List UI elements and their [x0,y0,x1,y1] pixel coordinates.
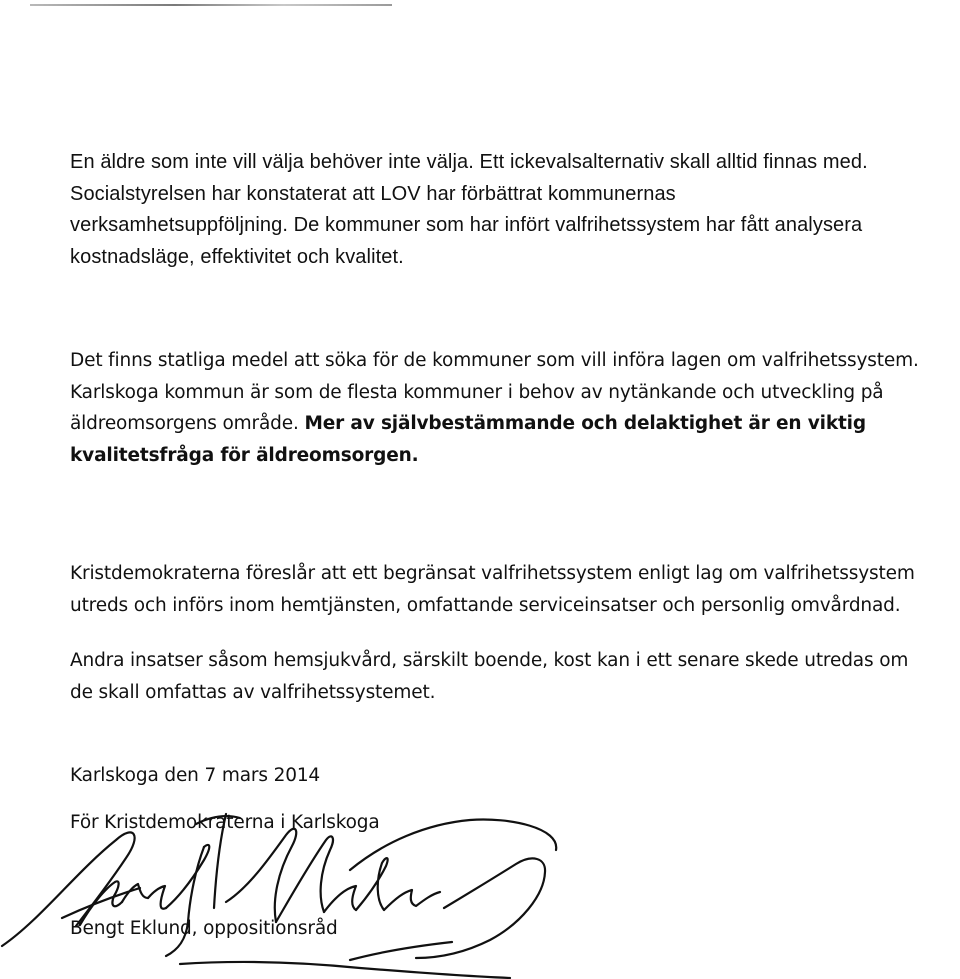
text-line: Socialstyrelsen har konstaterat att LOV har förbättrat kommunernas [70,182,676,205]
text-line: kostnadsläge, effektivitet och kvalitet. [70,245,404,268]
signatory-text: Bengt Eklund, oppositionsråd [70,918,338,939]
sender-line [70,807,950,839]
text-line: utreds och införs inom hemtjänsten, omfattande serviceinsatser och personlig omvårdnad. [70,594,901,616]
paragraph-other-services [70,645,950,708]
paragraph-proposal [70,558,950,621]
sender-text: För Kristdemokraterna i Karlskoga [70,812,380,833]
text-normal: äldreomsorgens område. [70,413,299,435]
date-text: Karlskoga den 7 mars 2014 [70,765,321,786]
text-line [70,408,950,440]
text-line: de skall omfattas av valfrihetssystemet. [70,681,436,703]
scan-edge-line [30,4,392,6]
signatory-line [70,913,950,945]
paragraph-choice [70,147,950,273]
emphasis-text: Mer av självbestämmande och delaktighet är en viktig [304,413,866,435]
text-line: Det finns statliga medel att söka för de kommuner som vill införa lagen om valfrihetssystem. [70,350,919,371]
text-line: Andra insatser såsom hemsjukvård, särskilt boende, kost kan i ett senare skede utredas om [70,650,909,671]
paragraph-state-funding [70,345,950,471]
text-line: Kristdemokraterna föreslår att ett begränsat valfrihetssystem enligt lag om valfrihetssystem [70,563,915,584]
emphasis-text: kvalitetsfråga för äldreomsorgen. [70,444,419,466]
text-line: verksamhetsuppföljning. De kommuner som har infört valfrihetssystem har fått analysera [70,214,863,236]
text-line: En äldre som inte vill välja behöver inte välja. Ett ickevalsalternativ skall alltid finnas med. [70,151,868,173]
date-line [70,760,950,792]
text-line: Karlskoga kommun är som de flesta kommuner i behov av nytänkande och utveckling på [70,381,884,403]
